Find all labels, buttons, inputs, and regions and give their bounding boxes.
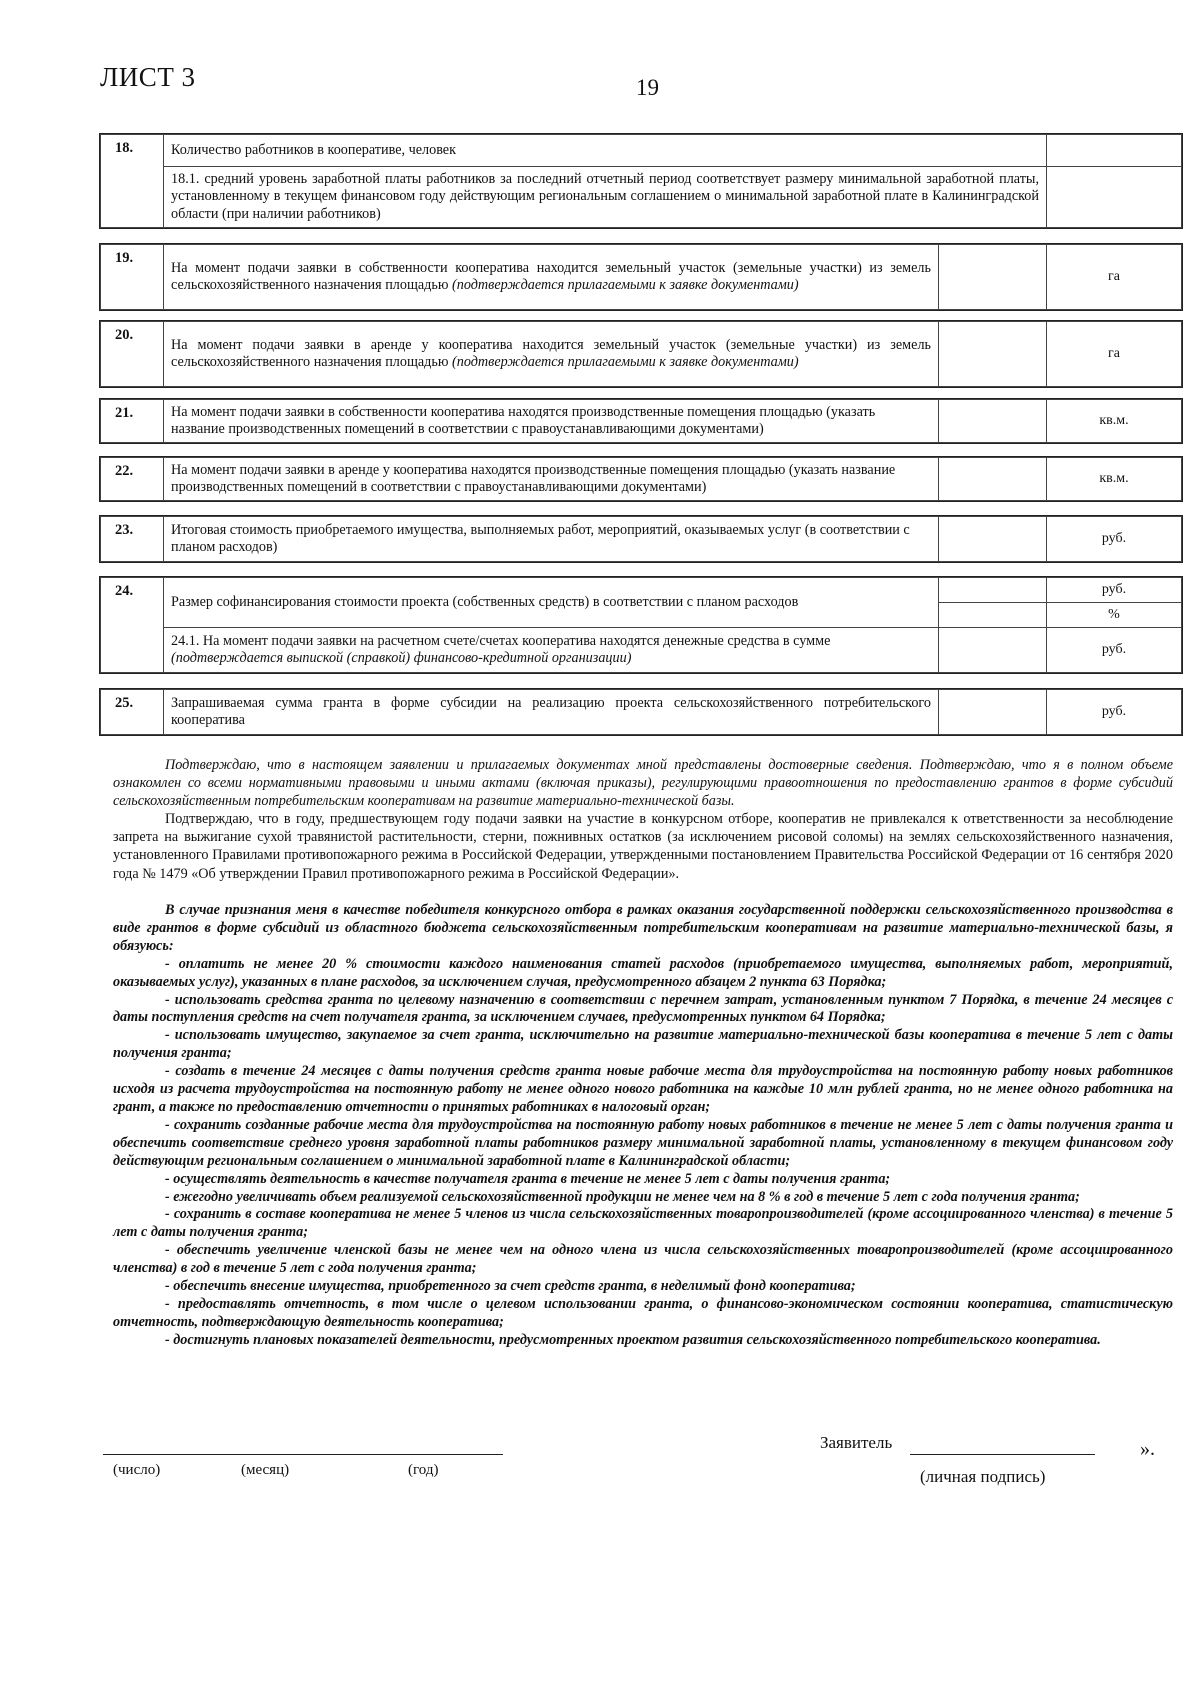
unit-label: кв.м. [1047,458,1182,501]
unit-label: руб. [1047,690,1182,735]
obligation-item: - использовать имущество, закупаемое за счет гранта, исключительно на развитие материально-технической базы кооператива в течение 5 лет с даты получения гранта; [113,1027,1173,1062]
closing-quote: ». [1140,1438,1155,1460]
unit-label: га [1047,322,1182,387]
applicant-label: Заявитель [820,1433,893,1452]
day-label: (число) [113,1462,161,1478]
obligation-item: - ежегодно увеличивать объем реализуемой сельскохозяйственной продукции не менее чем на 8 % в год в течение 5 лет с года получения гранта; [165,1188,1080,1205]
row-23 [99,515,1183,563]
row-19 [99,243,1183,311]
date-line[interactable] [103,1454,503,1455]
confirmation-paragraph: Подтверждаю, что в настоящем заявлении и прилагаемых документах мной представлены достоверные сведения. Подтверждаю, что я в полном объеме ознакомлен со всеми нормативными правовыми и иными актами (включая приказы), регулирующими правоотношения по предоставлению грантов в форме субсидий сельскохозяйственным потребительским кооперативам на развитие материально-технической базы. [113,757,1173,810]
unit-label: га [1047,245,1182,310]
row-text: На момент подачи заявки в аренде у кооператива находятся производственные помещения площадью (указать название производственных помещений в соответствии с правоустанавливающими документами) [164,458,939,501]
row-text: Запрашиваемая сумма гранта в форме субсидии на реализацию проекта сельскохозяйственного потребительского кооператива [164,690,939,735]
fire-safety-paragraph: Подтверждаю, что в году, предшествующем году подачи заявки на участие в конкурсном отборе, кооператив не привлекался к ответственности за несоблюдение запрета на выжигание сухой травянистой растительности, стерни, пожнивных остатков (за исключением рисовой соломы) на землях сельскохозяйственного назначения, установленного Правилами противопожарного режима в Российской Федерации, утвержденными постановлением Правительства Российской Федерации от 16 сентября 2020 года № 1479 «Об утверждении Правил противопожарного режима в Российской Федерации». [113,811,1173,882]
row-text: Итоговая стоимость приобретаемого имущества, выполняемых работ, мероприятий, оказываемых услуг (в соответствии с планом расходов) [164,517,939,562]
row-number: 22. [101,458,164,501]
obligation-item: - обеспечить внесение имущества, приобретенного за счет средств гранта, в неделимый фонд кооператива; [165,1278,856,1295]
signature-label: (личная подпись) [920,1467,1046,1486]
row-18 [99,133,1183,229]
obligation-item: - достигнуть плановых показателей деятельности, предусмотренных проектом развития сельскохозяйственного потребительского кооператива. [165,1331,1101,1348]
unit-label: руб. [1047,578,1182,603]
year-label: (год) [408,1462,439,1478]
obligation-item: - обеспечить увеличение членской базы не менее чем на одного члена из числа сельскохозяйственных товаропроизводителей (кроме ассоциированного членства) в год в течение 5 лет с года получения гранта; [113,1242,1173,1277]
obligations-block [113,902,1173,1350]
row-subtext: 18.1. средний уровень заработной платы работников за последний отчетный период соответствует размеру минимальной заработной платы, установленному в текущем финансовом году действующим региональным соглашением о минимальной заработной плате в Калининградской области (при наличии работников) [164,167,1047,228]
obligation-item: - использовать средства гранта по целевому назначению в соответствии с перечнем затрат, установленным пунктом 7 Порядка, в течение 24 месяцев с даты поступления средств на счет получателя гранта, за исключением случаев, предусмотренных пунктом 64 Порядка; [113,991,1173,1026]
row-subtext: 24.1. На момент подачи заявки на расчетном счете/счетах кооператива находятся денежные средства в сумме (подтверждается выпиской (справкой) финансово-кредитной организации) [164,628,939,673]
value-cell[interactable] [939,245,1047,310]
obligation-item: - оплатить не менее 20 % стоимости каждого наименования статей расходов (приобретаемого имущества, выполняемых работ, мероприятий, оказываемых услуг), указанных в плане расходов, за исключением случая, предусмотренного абзацем 2 пункта 63 Порядка; [113,955,1173,990]
row-number: 21. [101,400,164,443]
value-cell[interactable] [1047,167,1182,228]
sheet-label: ЛИСТ 3 [100,62,196,92]
row-20 [99,320,1183,388]
row-note: (подтверждается прилагаемыми к заявке документами) [452,354,799,370]
page-number: 19 [636,75,659,100]
row-number: 18. [101,135,164,228]
value-cell[interactable] [939,322,1047,387]
row-21 [99,398,1183,444]
month-label: (месяц) [241,1462,290,1478]
row-text: Размер софинансирования стоимости проекта (собственных средств) в соответствии с планом расходов [164,578,939,628]
row-25 [99,688,1183,736]
confirmation-block [113,756,1173,883]
obligation-item: - сохранить в составе кооператива не менее 5 членов из числа сельскохозяйственных товаропроизводителей (кроме ассоциированного членства) в течение 5 лет с даты получения гранта; [113,1206,1173,1241]
signature-line[interactable] [910,1454,1095,1455]
row-number: 25. [101,690,164,735]
value-cell[interactable] [939,517,1047,562]
value-cell[interactable] [939,400,1047,443]
unit-label: кв.м. [1047,400,1182,443]
value-cell[interactable] [939,690,1047,735]
value-cell[interactable] [1047,135,1182,167]
value-cell[interactable] [939,628,1047,673]
obligations-intro: В случае признания меня в качестве победителя конкурсного отбора в рамках оказания государственной поддержки сельскохозяйственного производства в виде грантов в форме субсидий из областного бюджета сельскохозяйственным потребительским кооперативам на развитие материально-технической базы, я обязуюсь: [113,902,1173,954]
row-number: 19. [101,245,164,310]
value-cell[interactable] [939,458,1047,501]
row-text: На момент подачи заявки в собственности кооператива находятся производственные помещения площадью (указать название производственных помещений в соответствии с правоустанавливающими документами) [164,400,939,443]
value-cell[interactable] [939,578,1047,603]
unit-label: % [1047,603,1182,628]
row-text: На момент подачи заявки в собственности кооператива находится земельный участок (земельные участки) из земель сельскохозяйственного назначения площадью (подтверждается прилагаемыми к заявке документами) [164,245,939,310]
unit-label: руб. [1047,628,1182,673]
row-number: 23. [101,517,164,562]
row-number: 20. [101,322,164,387]
obligation-item: - создать в течение 24 месяцев с даты получения средств гранта новые рабочие места для трудоустройства на постоянную работу новых работников исходя из расчета трудоустройства на постоянную работу не менее одного нового работника на каждые 10 млн рублей гранта, но не менее одного работника на грант, а также по предоставлению отчетности о принятых работниках в налоговый орган; [113,1063,1173,1115]
unit-label: руб. [1047,517,1182,562]
row-note: (подтверждается прилагаемыми к заявке документами) [452,277,799,293]
value-cell[interactable] [939,603,1047,628]
obligation-item: - предоставлять отчетность, в том числе о целевом использовании гранта, о финансово-экономическом состоянии кооператива, статистическую отчетность, подтверждающую деятельность кооператива; [113,1295,1173,1330]
row-text: На момент подачи заявки в аренде у кооператива находится земельный участок (земельные участки) из земель сельскохозяйственного назначения площадью (подтверждается прилагаемыми к заявке документами) [164,322,939,387]
row-number: 24. [101,578,164,673]
obligation-item: - сохранить созданные рабочие места для трудоустройства на постоянную работу новых работников в течение не менее 5 лет с даты получения гранта и обеспечить соответствие среднего уровня заработной платы работников размеру минимальной заработной платы, установленному в текущем финансовом году действующим региональным соглашением о минимальной заработной плате в Калининградской области; [113,1116,1173,1169]
row-note: (подтверждается выпиской (справкой) финансово-кредитной организации) [171,650,632,666]
row-22 [99,456,1183,502]
obligation-item: - осуществлять деятельность в качестве получателя гранта в течение не менее 5 лет с даты получения гранта; [165,1170,891,1187]
row-text: Количество работников в кооперативе, человек [164,135,1047,167]
row-24 [99,576,1183,674]
